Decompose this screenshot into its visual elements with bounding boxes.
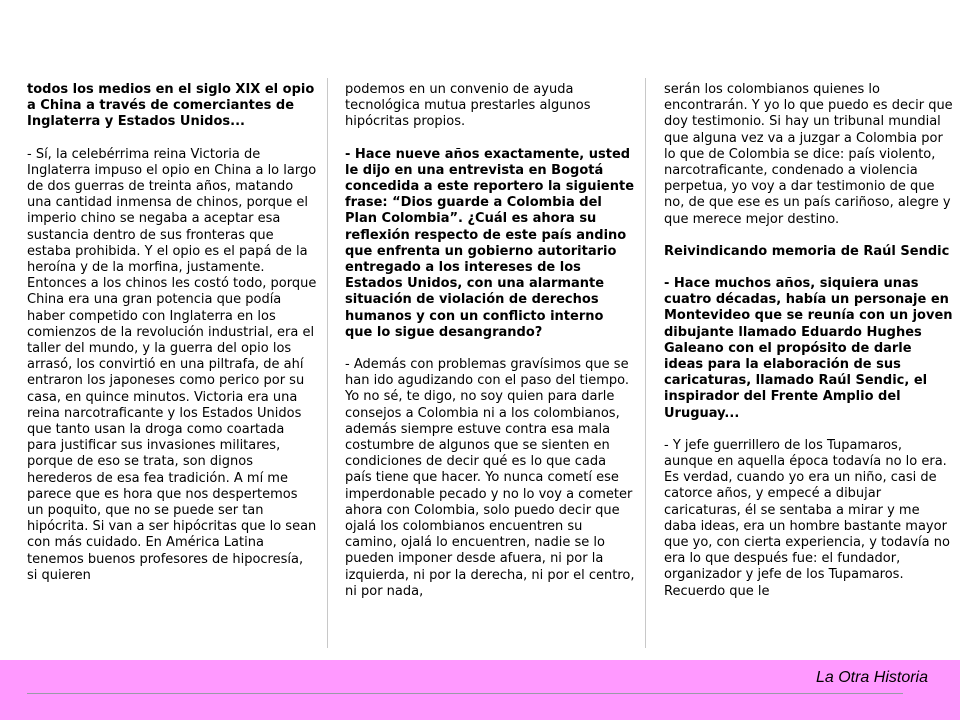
article-column-3 (664, 82, 954, 642)
paragraph: serán los colombianos quienes lo encontrarán. Y yo lo que puedo es decir que doy testimonio. Si hay un tribunal mundial que alguna vez va a juzgar a Colombia por lo que de Colombia se dice: país violento, narcotraficante, condenado a violencia perpetua, yo voy a dar testimonio de que no, de que ese es un país cariñoso, alegre y que merece mejor destino. (664, 82, 953, 227)
footer-bar (0, 660, 960, 720)
paragraph: - Sí, la celebérrima reina Victoria de Inglaterra impuso el opio en China a lo largo de dos guerras de treinta años, matando una cantidad inmensa de chinos, porque el imperio chino se negaba a aceptar esa sustancia dentro de sus fronteras que estaba prohibida. Y el opio es el papá de la heroína y de la morfina, justamente. Entonces a los chinos les costó todo, porque China era una gran potencia que podía haber competido con Inglaterra en los comienzos de la revolución industrial, era el taller del mundo, y la guerra del opio los arrasó, los convirtió en una piltrafa, de ahí entraron los japoneses como perico por su casa, en quince minutos. Victoria era una reina narcotraficante y los Estados Unidos que tanto usan la droga como coartada para justificar sus invasiones militares, porque de eso se trata, son dignos herederos de esa fea tradición. A mí me parece que es hora que nos despertemos un poquito, que no se puede ser tan hipócrita. Si van a ser hipócritas que lo sean con más cuidado. En América Latina tenemos buenos profesores de hipocresía, si quieren (27, 146, 317, 583)
paragraph: - Además con problemas gravísimos que se han ido agudizando con el paso del tiempo. Yo no sé, te digo, no soy quien para darle consejos a Colombia ni a los colombianos, además siempre estuve contra esa mala costumbre de algunos que se sienten en condiciones de decir qué es lo que cada país tiene que hacer. Yo nunca cometí ese imperdonable pecado y no lo voy a cometer ahora con Colombia, solo puedo decir que ojalá los colombianos encuentren su camino, ojalá lo encuentren, nadie se lo pueden imponer desde afuera, ni por la izquierda, ni por la derecha, ni por el centro, ni por nada, (345, 357, 635, 599)
paragraph: todos los medios en el siglo XIX el opio a China a través de comerciantes de Inglaterra y Estados Unidos... (27, 82, 315, 130)
column-divider (327, 78, 328, 648)
article-column-1 (27, 82, 317, 642)
column-divider (645, 78, 646, 648)
paragraph: - Y jefe guerrillero de los Tupamaros, aunque en aquella época todavía no lo era. Es verdad, cuando yo era un niño, casi de catorce años, y empecé a dibujar caricaturas, él se sentaba a mirar y me daba ideas, era un hombre bastante mayor que yo, con cierta experiencia, y todavía no era lo que después fue: el fundador, organizador y jefe de los Tupamaros. Recuerdo que le (664, 437, 950, 599)
paragraph: - Hace nueve años exactamente, usted le dijo en una entrevista en Bogotá concedida a este reportero la siguiente frase: “Dios guarde a Colombia del Plan Colombia”. ¿Cuál es ahora su reflexión respecto de este país andino que enfrenta un gobierno autoritario entregado a los intereses de los Estados Unidos, con una alarmante situación de violación de derechos humanos y con un conflicto interno que lo sigue desangrando? (345, 146, 635, 340)
paragraph: podemos en un convenio de ayuda tecnológica mutua prestarles algunos hipócritas propios. (345, 82, 591, 130)
article-column-2 (345, 82, 635, 642)
footer-rule (27, 693, 903, 694)
footer-title: La Otra Historia (815, 669, 928, 686)
paragraph: - Hace muchos años, siquiera unas cuatro décadas, había un personaje en Montevideo que se reunía con un joven dibujante llamado Eduardo Hughes Galeano con el propósito de darle ideas para la elaboración de sus caricaturas, llamado Raúl Sendic, el inspirador del Frente Amplio del Uruguay... (664, 276, 953, 421)
section-heading: Reivindicando memoria de Raúl Sendic (664, 243, 950, 259)
